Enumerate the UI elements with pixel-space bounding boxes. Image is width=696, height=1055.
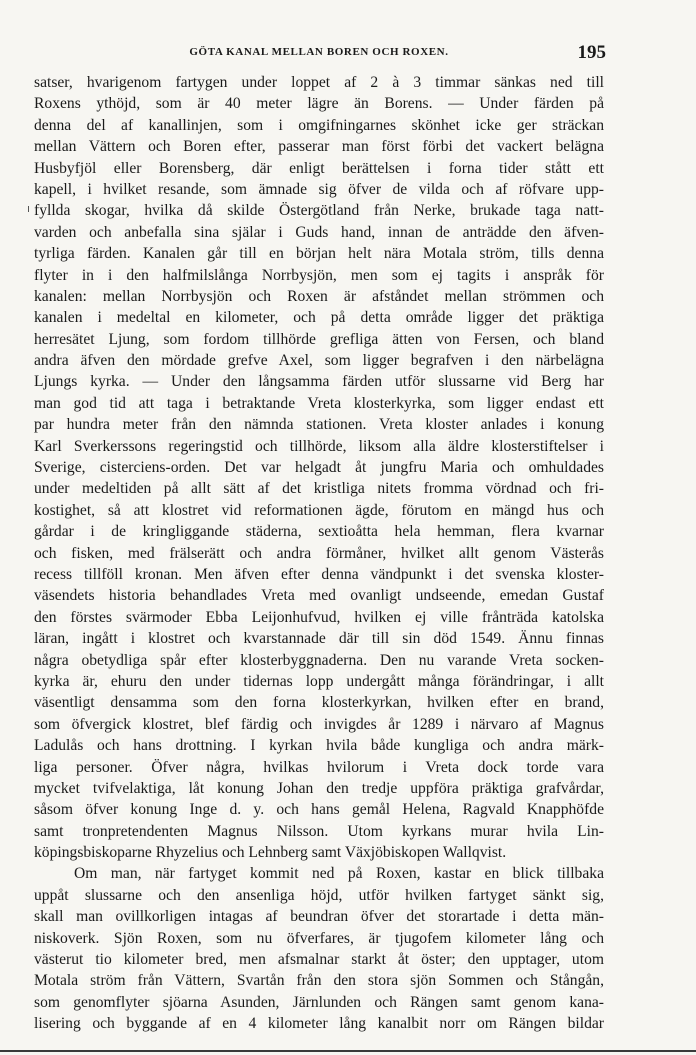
text-line: flyter in i den halfmilslånga Norrbysjön, men som ej tagits i anspråk för <box>34 266 604 284</box>
text-line: såsom öfver konung Inge d. y. och hans gemål Helena, Ragvald Knapphöfde <box>34 801 604 819</box>
text-line: tyrliga färden. Kanalen går till en början helt nära Motala ström, tills denna <box>34 245 604 263</box>
body-text <box>34 72 604 1035</box>
text-line: satser, hvarigenom fartygen under loppet af 2 à 3 timmar sänkas ned till <box>34 74 604 91</box>
text-line: mycket tvifvelaktiga, låt konung Johan den tredje uppföra präktiga grafvårdar, <box>34 779 604 797</box>
text-line: Sverige, cisterciens-orden. Det var helgadt åt jungfru Maria och omhuldades <box>34 459 604 477</box>
text-line: kyrka är, ehuru den under tidernas lopp undergått många förändringar, i allt <box>34 672 604 690</box>
text-line: mellan Vättern och Boren efter, passerar man först förbi det vackert belägna <box>34 138 604 156</box>
margin-mark <box>28 206 29 212</box>
text-line: gårdar i de kringliggande städerna, sextioåtta hela hemman, flera kvarnar <box>34 523 604 541</box>
text-line: andra äfven den mördade grefve Axel, som ligger begrafven i den närbelägna <box>34 352 604 370</box>
text-line: recess tillföll kronan. Men äfven efter denna vändpunkt i det svenska kloster- <box>34 565 604 583</box>
scan-edge-rule <box>0 1050 696 1052</box>
text-line: varden och anbefalla sina själar i Guds hand, innan de anträdde den äfven- <box>34 223 604 241</box>
text-line: som genomflyter sjöarna Asunden, Järnlunden och Rängen samt genom kana- <box>34 993 604 1011</box>
text-line: västerut tio kilometer bred, men afsmalnar starkt åt öster; den upptager, utom <box>34 951 604 969</box>
text-line: läran, ingått i klostret och kvarstannade där till sin död 1549. Ännu finnas <box>34 630 604 648</box>
text-line: kanalen: mellan Norrbysjön och Roxen är afståndet mellan strömmen och <box>34 287 604 305</box>
page-number: 195 <box>577 42 606 63</box>
text-line: väsendets historia behandlades Vreta med ovanligt undseende, emedan Gustaf <box>34 587 604 605</box>
text-line: den förstes svärmoder Ebba Leijonhufvud, hvilken ej ville frånträda katolska <box>34 608 604 626</box>
text-line: och fisken, med frälserätt och andra förmåner, hvilket allt genom Västerås <box>34 544 604 562</box>
text-line: kostighet, så att klostret vid reformationen ägde, förutom en mängd hus och <box>34 501 604 519</box>
text-line: kanalen i medeltal en kilometer, och på detta område ligger det präktiga <box>34 309 604 327</box>
text-line: Ljungs kyrka. — Under den långsamma färden utför slussarne vid Berg har <box>34 373 604 391</box>
text-line: Husbyfjöl eller Borensberg, där enligt berättelsen i forna tider stått ett <box>34 159 604 177</box>
text-line: kapell, i hvilket resande, som ämnade sig öfver de vilda och af röfvare upp- <box>34 180 604 198</box>
text-line: liga personer. Öfver några, hvilkas hvilorum i Vreta dock torde vara <box>34 758 604 776</box>
text-line: man god tid att taga i betraktande Vreta klosterkyrka, som ligger endast ett <box>34 394 604 412</box>
text-line: Ladulås och hans drottning. I kyrkan hvila både kungliga och andra märk- <box>34 737 604 755</box>
text-line: denna del af kanallinjen, som i omgifningarnes skönhet icke ger sträckan <box>34 116 604 134</box>
text-line: fyllda skogar, hvilka då skilde Östergötland från Nerke, brukade taga natt- <box>34 202 604 220</box>
text-line: under medeltiden på allt sätt af det kristliga nitets fromma vördnad och fri- <box>34 480 604 498</box>
text-line: Motala ström från Vättern, Svartån från den stora sjön Sommen och Stångån, <box>34 972 604 990</box>
text-line: Om man, när fartyget kommit ned på Roxen, kastar en blick tillbaka <box>74 865 604 883</box>
text-line: några obetydliga spår efter klosterbyggnaderna. Den nu varande Vreta socken- <box>34 651 604 669</box>
text-line: skall man ovillkorligen intagas af beundran öfver det storartade i detta män- <box>34 908 604 926</box>
text-line: som öfvergick klostret, blef färdig och invigdes år 1289 i närvaro af Magnus <box>34 715 604 733</box>
text-line: par hundra meter från den nämnda stationen. Vreta kloster anlades i konung <box>34 416 604 434</box>
text-line: niskoverk. Sjön Roxen, som nu öfverfares, är tjugofem kilometer lång och <box>34 929 604 947</box>
text-line: samt tronpretendenten Magnus Nilsson. Utom kyrkans murar hvila Lin- <box>34 822 604 840</box>
text-line: herresätet Ljung, som fordom tillhörde grefliga ätten von Fersen, och bland <box>34 330 604 348</box>
running-head-title: GÖTA KANAL MELLAN BOREN OCH ROXEN. <box>189 46 449 58</box>
text-line: Karl Sverkerssons regeringstid och tillhörde, liksom alla äldre klosterstiftelser i <box>34 437 604 455</box>
text-line: lisering och byggande af en 4 kilometer lång kanalbit norr om Rängen bildar <box>34 1015 604 1033</box>
running-head <box>32 44 606 66</box>
text-line: uppåt slussarne och den ansenliga höjd, utför hvilken fartyget sänkt sig, <box>34 886 604 904</box>
text-line: Roxens ythöjd, som är 40 meter lägre än Borens. — Under färden på <box>34 95 604 113</box>
text-line: köpingsbiskoparne Rhyzelius och Lehnberg samt Växjöbiskopen Wallqvist. <box>34 844 507 862</box>
text-line: väsentligt densamma som den forna klosterkyrkan, hvilken efter en brand, <box>34 694 604 712</box>
